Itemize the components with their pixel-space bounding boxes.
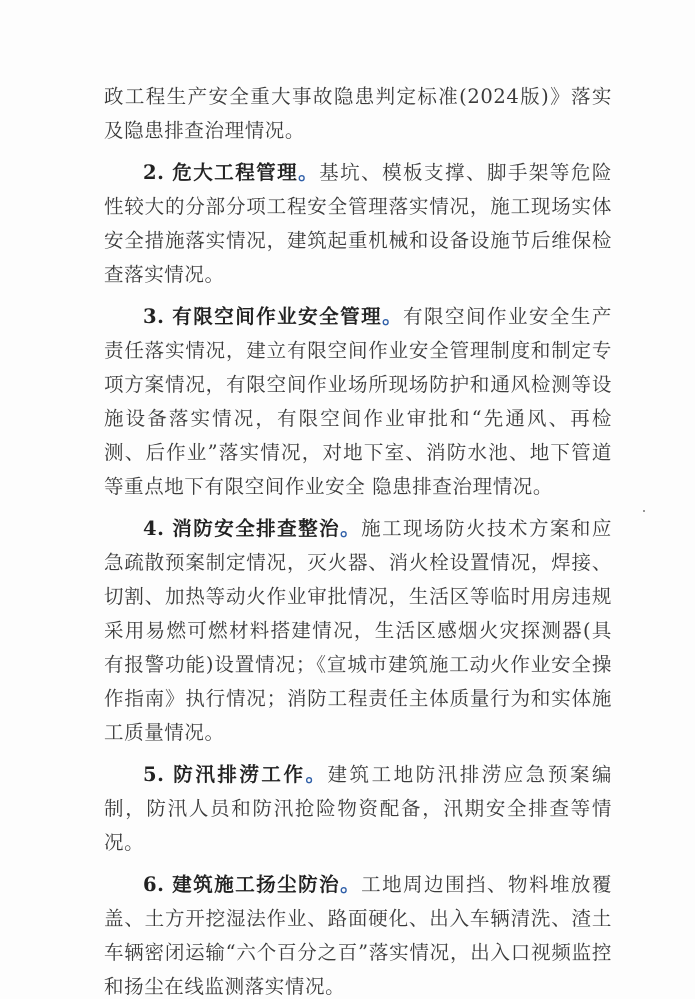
scan-speck	[643, 510, 645, 512]
item-3-number: 3.	[143, 305, 165, 328]
item-5-body: 建筑工地防汛排涝应急预案编制，防汛人员和防汛抢险物资配备，汛期安全排查等情况。	[104, 763, 612, 854]
item-6-mark: 。	[340, 873, 362, 896]
item-2-paragraph	[104, 156, 612, 292]
item-3-body: 有限空间作业安全生产责任落实情况，建立有限空间作业安全管理制度和制定专项方案情况，有限空间作业场所现场防护和通风检测等设施设备落实情况，有限空间作业审批和“先通风、再检测、后作业”落实情况，对地下室、消防水池、地下管道等重点地下有限空间作业安全 隐患排查治理情况。	[104, 305, 612, 498]
intro-paragraph: 政工程生产安全重大事故隐患判定标准(2024版)》落实及隐患排查治理情况。	[104, 85, 612, 142]
item-4-number: 4.	[143, 517, 165, 540]
item-3-title: 有限空间作业安全管理	[172, 305, 383, 328]
item-3-mark: 。	[382, 305, 404, 328]
item-6-body: 工地周边围挡、物料堆放覆盖、土方开挖湿法作业、路面硬化、出入车辆清洗、渣土车辆密闭运输“六个百分之百”落实情况，出入口视频监控和扬尘在线监测落实情况。	[104, 873, 612, 998]
item-5-paragraph	[104, 758, 612, 860]
item-6-paragraph	[104, 868, 612, 1004]
item-3-paragraph	[104, 300, 612, 504]
item-2-title: 危大工程管理	[172, 161, 299, 184]
item-4-paragraph	[104, 512, 612, 750]
item-2-mark: 。	[298, 161, 320, 184]
item-5-title: 防汛排涝工作	[173, 763, 306, 786]
item-5-number: 5.	[143, 763, 165, 786]
item-2-body: 基坑、模板支撑、脚手架等危险性较大的分部分项工程安全管理落实情况，施工现场实体安全措施落实情况，建筑起重机械和设备设施节后维保检查落实情况。	[104, 161, 612, 286]
item-4-mark: 。	[340, 517, 362, 540]
document-body	[104, 80, 612, 1004]
item-4-title: 消防安全排查整治	[172, 517, 341, 540]
item-2-number: 2.	[143, 161, 165, 184]
item-6-number: 6.	[143, 873, 165, 896]
item-5-mark: 。	[305, 763, 328, 786]
item-6-title: 建筑施工扬尘防治	[172, 873, 341, 896]
item-4-body: 施工现场防火技术方案和应急疏散预案制定情况，灭火器、消火栓设置情况，焊接、切割、加热等动火作业审批情况，生活区等临时用房违规采用易燃可燃材料搭建情况，生活区感烟火灾探测器(具有报警功能)设置情况；《宣城市建筑施工动火作业安全操作指南》执行情况；消防工程责任主体质量行为和实体施工质量情况。	[104, 517, 612, 744]
